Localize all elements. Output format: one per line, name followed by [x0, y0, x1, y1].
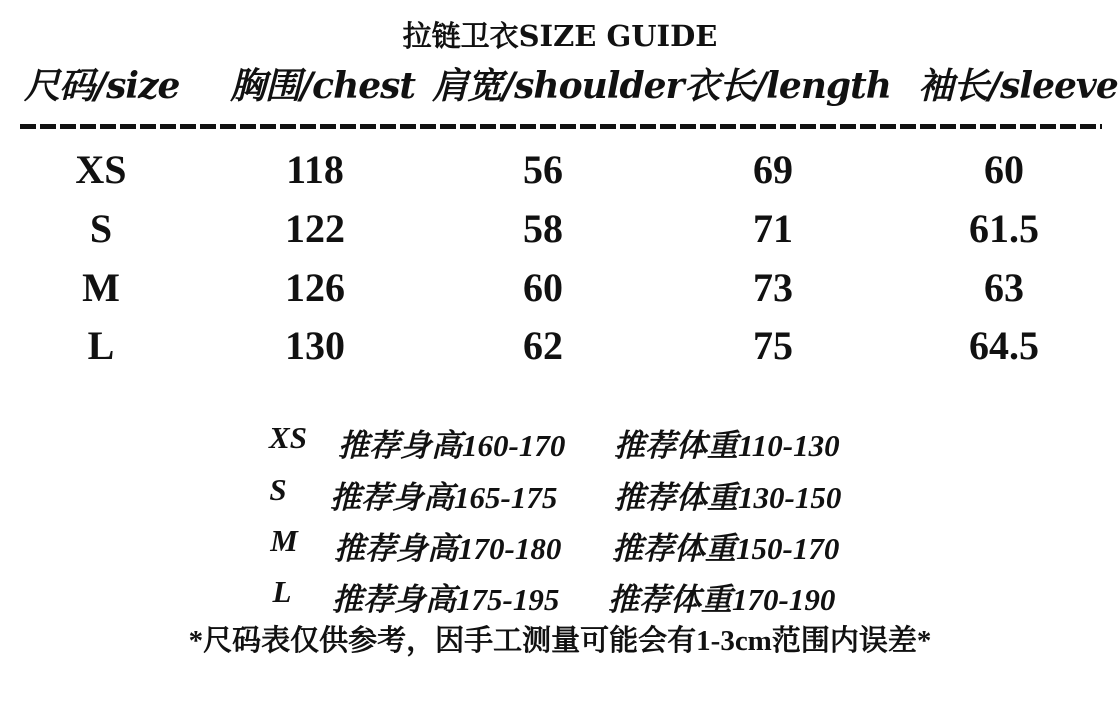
size-cell: XS: [75, 147, 127, 192]
dashed-divider: [20, 124, 1102, 129]
sleeve-cell: 64.5: [969, 323, 1039, 368]
length-cell: 69: [753, 147, 793, 192]
rec-weight: 推荐体重170-190: [608, 582, 836, 617]
rec-height: 推荐身高160-170: [338, 428, 566, 463]
disclaimer-note: *尺码表仅供参考，因手工测量可能会有1-3cm范围内误差*: [188, 625, 932, 657]
table-row: [0, 264, 1120, 320]
rec-weight: 推荐体重150-170: [612, 531, 840, 566]
chest-cell: 126: [285, 265, 345, 310]
rec-height: 推荐身高165-175: [330, 480, 558, 515]
size-cell: S: [89, 206, 113, 251]
shoulder-cell: 62: [523, 323, 563, 368]
table-row: [0, 205, 1120, 261]
length-cell: 75: [753, 323, 793, 368]
table-row: [0, 322, 1120, 378]
rec-height: 推荐身高175-195: [332, 582, 560, 617]
rec-weight: 推荐体重130-150: [614, 480, 842, 515]
recommendation-row: [0, 420, 1120, 464]
shoulder-cell: 60: [523, 265, 563, 310]
header-shoulder: 肩宽/shoulder: [432, 65, 684, 107]
size-cell: L: [87, 323, 115, 368]
chest-cell: 122: [285, 206, 345, 251]
header-length: 衣长/length: [684, 65, 891, 107]
sleeve-cell: 63: [984, 265, 1024, 310]
shoulder-cell: 56: [523, 147, 563, 192]
header-chest: 胸围/chest: [230, 65, 416, 107]
length-cell: 71: [753, 206, 793, 251]
table-row: [0, 146, 1120, 202]
chest-cell: 118: [286, 147, 344, 192]
rec-size-label: S: [269, 472, 287, 507]
shoulder-cell: 58: [523, 206, 563, 251]
rec-weight: 推荐体重110-130: [614, 428, 840, 463]
size-guide-title: 拉链卫衣SIZE GUIDE: [402, 19, 718, 53]
recommendation-row: [0, 472, 1120, 516]
chest-cell: 130: [285, 323, 345, 368]
rec-height: 推荐身高170-180: [334, 531, 562, 566]
recommendation-row: [0, 574, 1120, 618]
header-sleeve: 袖长/sleeve: [918, 65, 1118, 107]
recommendation-row: [0, 523, 1120, 567]
rec-size-label: M: [270, 523, 298, 558]
sleeve-cell: 60: [984, 147, 1024, 192]
sleeve-cell: 61.5: [969, 206, 1039, 251]
rec-size-label: L: [272, 574, 292, 609]
length-cell: 73: [753, 265, 793, 310]
size-cell: M: [82, 265, 120, 310]
table-header-row: [0, 58, 1120, 110]
rec-size-label: XS: [269, 420, 307, 455]
header-size: 尺码/size: [24, 65, 180, 107]
